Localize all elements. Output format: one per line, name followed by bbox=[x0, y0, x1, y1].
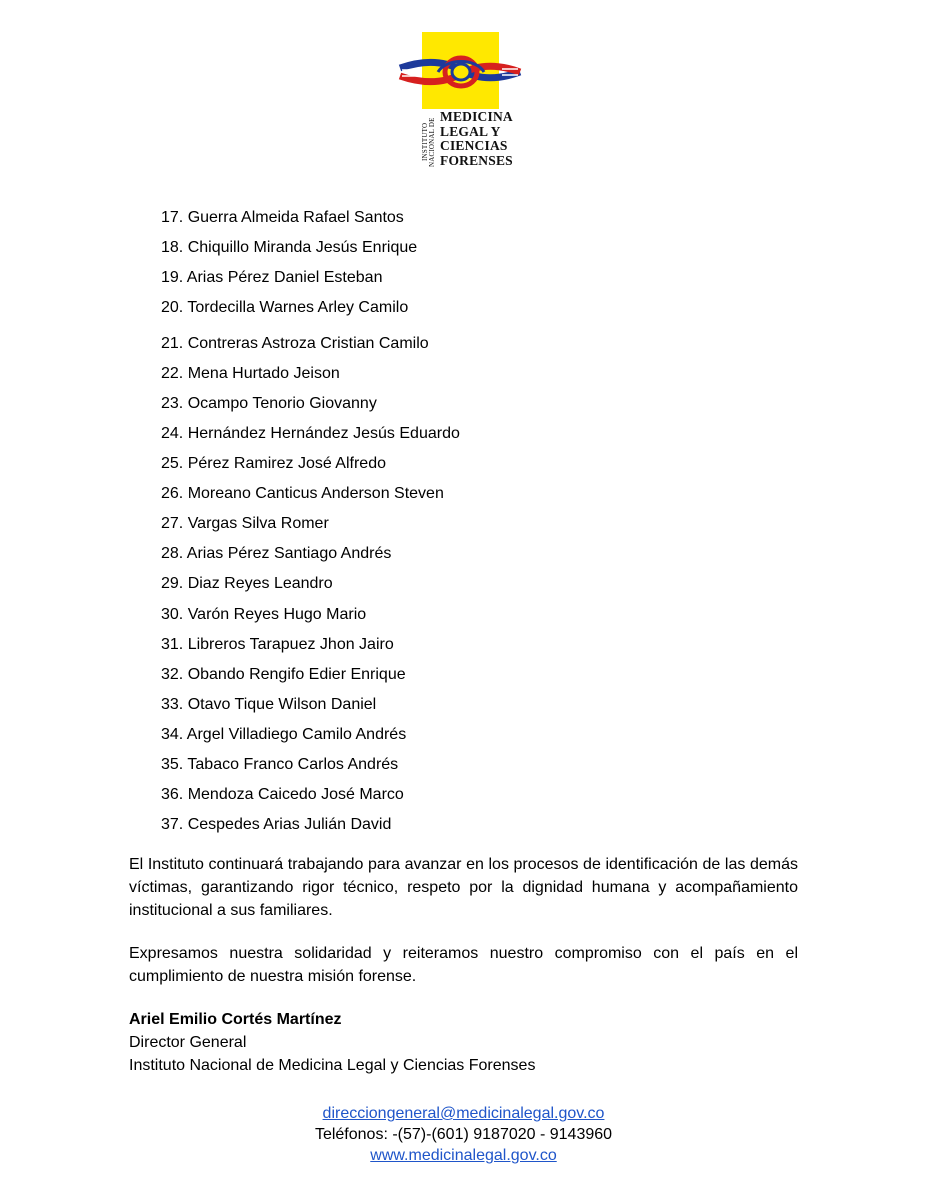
list-item: 25. Pérez Ramirez José Alfredo bbox=[161, 455, 386, 472]
logo-name-line: FORENSES bbox=[440, 152, 513, 168]
list-item: 24. Hernández Hernández Jesús Eduardo bbox=[161, 425, 460, 442]
list-item: 33. Otavo Tique Wilson Daniel bbox=[161, 696, 377, 713]
footer-phones: Teléfonos: -(57)-(601) 9187020 - 9143960 bbox=[314, 1126, 613, 1143]
list-item: 19. Arias Pérez Daniel Esteban bbox=[161, 269, 383, 286]
footer-email-link[interactable]: direcciongeneral@medicinalegal.gov.co bbox=[322, 1105, 605, 1122]
signature-block bbox=[129, 1008, 535, 1077]
list-item: 29. Diaz Reyes Leandro bbox=[161, 575, 333, 592]
list-item: 26. Moreano Canticus Anderson Steven bbox=[161, 485, 444, 502]
footer-contact bbox=[0, 1103, 927, 1166]
list-item: 23. Ocampo Tenorio Giovanny bbox=[161, 395, 377, 412]
list-item: 21. Contreras Astroza Cristian Camilo bbox=[161, 335, 429, 352]
list-item: 28. Arias Pérez Santiago Andrés bbox=[161, 545, 392, 562]
list-item: 35. Tabaco Franco Carlos Andrés bbox=[161, 756, 399, 773]
logo-name-line: LEGAL Y bbox=[440, 123, 501, 139]
logo-name-line: MEDICINA bbox=[440, 109, 513, 124]
logo-institute-small-text: INSTITUTO NACIONAL DE bbox=[421, 117, 436, 167]
list-item: 27. Vargas Silva Romer bbox=[161, 515, 329, 532]
list-item: 36. Mendoza Caicedo José Marco bbox=[161, 786, 404, 803]
list-item: 20. Tordecilla Warnes Arley Camilo bbox=[161, 299, 409, 316]
logo-name-line: CIENCIAS bbox=[440, 138, 508, 153]
signer-organization: Instituto Nacional de Medicina Legal y Ciencias Forenses bbox=[129, 1057, 536, 1074]
institute-logo bbox=[398, 32, 524, 172]
list-item: 37. Cespedes Arias Julián David bbox=[161, 816, 392, 833]
list-item: 30. Varón Reyes Hugo Mario bbox=[161, 606, 367, 623]
signer-name: Ariel Emilio Cortés Martínez bbox=[129, 1011, 342, 1028]
logo-eye-emblem-icon bbox=[398, 32, 524, 112]
list-item: 31. Libreros Tarapuez Jhon Jairo bbox=[161, 636, 394, 653]
signer-title: Director General bbox=[129, 1034, 247, 1051]
footer-website-link[interactable]: www.medicinalegal.gov.co bbox=[370, 1147, 557, 1164]
body-paragraph-solidarity: Expresamos nuestra solidaridad y reiteramos nuestro compromiso con el país en el cumplimiento de nuestra misión forense. bbox=[129, 945, 798, 985]
body-paragraph-identification: El Instituto continuará trabajando para avanzar en los procesos de identificación de las demás víctimas, garantizando rigor técnico, respeto por la dignidad humana y acompañamiento institucional a sus familiares. bbox=[129, 856, 798, 919]
list-item: 32. Obando Rengifo Edier Enrique bbox=[161, 666, 406, 683]
list-item: 34. Argel Villadiego Camilo Andrés bbox=[161, 726, 407, 743]
list-item: 18. Chiquillo Miranda Jesús Enrique bbox=[161, 239, 418, 256]
logo-name bbox=[440, 110, 513, 168]
list-item: 22. Mena Hurtado Jeison bbox=[161, 365, 340, 382]
list-item: 17. Guerra Almeida Rafael Santos bbox=[161, 209, 404, 226]
